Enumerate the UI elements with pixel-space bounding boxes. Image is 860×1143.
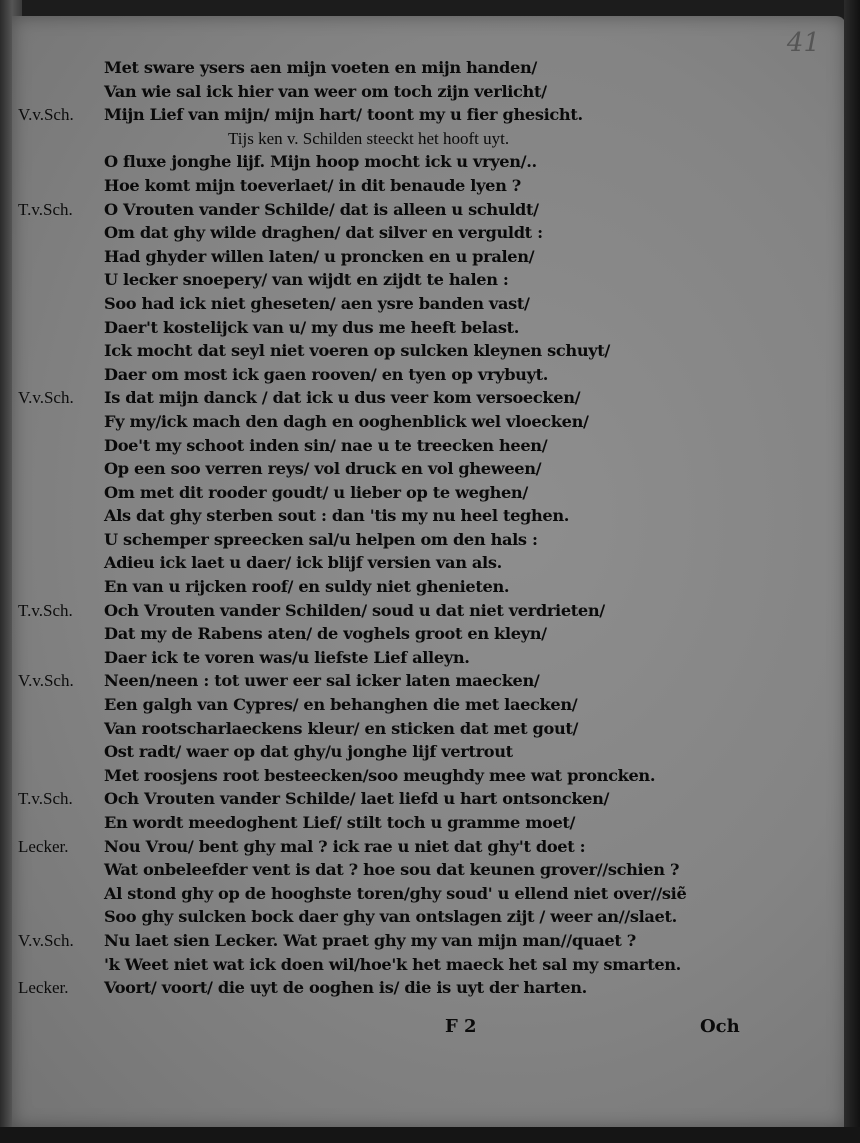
verse-text: O fluxe jonghe lijf. Mijn hoop mocht ick u vryen/..	[104, 152, 537, 172]
verse-text: Och Vrouten vander Schilden/ soud u dat niet verdrieten/	[104, 600, 605, 620]
verse-line	[18, 717, 758, 741]
page-edge	[844, 0, 860, 1143]
bottom-edge	[0, 1127, 860, 1143]
verse-text: Met sware ysers aen mijn voeten en mijn handen/	[104, 58, 537, 77]
verse-text: Dat my de Rabens aten/ de voghels groot en kleyn/	[104, 624, 547, 644]
verse-line	[18, 504, 758, 528]
verse-text: Daer ick te voren was/u liefste Lief alleyn.	[104, 647, 470, 667]
verse-line	[18, 646, 758, 670]
verse-text: 'k Weet niet wat ick doen wil/hoe'k het maeck het sal my smarten.	[104, 954, 681, 974]
verse-line	[18, 198, 758, 222]
verse-line	[18, 339, 758, 363]
speaker-label: T.v.Sch.	[18, 600, 73, 620]
verse-text: Daer't kostelijck van u/ my dus me heeft belast.	[104, 317, 519, 337]
speaker-label: V.v.Sch.	[18, 105, 74, 125]
verse-line	[18, 245, 758, 269]
verse-line	[18, 221, 758, 245]
speaker-label: V.v.Sch.	[18, 388, 74, 408]
verse-text: Voort/ voort/ die uyt de ooghen is/ die is uyt der harten.	[104, 978, 587, 998]
speaker-label: Lecker.	[18, 836, 69, 856]
verse-line	[18, 953, 758, 977]
verse-text: Als dat ghy sterben sout : dan 'tis my nu heel teghen.	[104, 506, 570, 526]
verse-line	[18, 103, 758, 127]
verse-line	[18, 174, 758, 198]
verse-text: Een galgh van Cypres/ en behanghen die met laecken/	[104, 695, 578, 715]
verse-text: Had ghyder willen laten/ u proncken en u pralen/	[104, 246, 535, 266]
verse-text: Om dat ghy wilde draghen/ dat silver en verguldt :	[104, 223, 543, 243]
verse-line	[18, 740, 758, 764]
verse-text: Wat onbeleefder vent is dat ? hoe sou dat keunen grover//schien ?	[104, 860, 680, 880]
verse-text: Om met dit rooder goudt/ u lieber op te weghen/	[104, 482, 528, 502]
speaker-label: T.v.Sch.	[18, 789, 73, 809]
verse-line	[18, 80, 758, 104]
verse-text: Doe't my schoot inden sin/ nae u te treecken heen/	[104, 435, 548, 455]
speaker-label: Lecker.	[18, 978, 69, 998]
verse-text: Van wie sal ick hier van weer om toch zijn verlicht/	[104, 81, 547, 101]
catchword: Och	[700, 1016, 740, 1037]
verse-text: Op een soo verren reys/ vol druck en vol gheween/	[104, 459, 542, 479]
verse-text: Fy my/ick mach den dagh en ooghenblick wel vloecken/	[104, 411, 589, 431]
verse-text: Ick mocht dat seyl niet voeren op sulcken kleynen schuyt/	[104, 341, 610, 361]
verse-text: Adieu ick laet u daer/ ick blijf versien van als.	[104, 553, 502, 573]
verse-line	[18, 764, 758, 788]
verse-text: Nou Vrou/ bent ghy mal ? ick rae u niet dat ghy't doet :	[104, 836, 586, 856]
verse-text: Is dat mijn danck / dat ick u dus veer kom versoecken/	[104, 388, 581, 408]
verse-text: Och Vrouten vander Schilde/ laet liefd u hart ontsoncken/	[104, 789, 610, 809]
signature-mark: F 2	[445, 1016, 477, 1037]
speaker-label: V.v.Sch.	[18, 671, 74, 691]
page-number: 41	[786, 28, 820, 58]
verse-text: O Vrouten vander Schilde/ dat is alleen u schuldt/	[104, 199, 539, 219]
verse-text: Neen/neen : tot uwer eer sal icker laten maecken/	[104, 671, 540, 691]
verse-line	[18, 56, 758, 80]
play-text	[18, 56, 758, 1000]
verse-text: En van u rijcken roof/ en suldy niet ghenieten.	[104, 577, 510, 597]
verse-text: Soo ghy sulcken bock daer ghy van ontslagen zijt / weer an//slaet.	[104, 907, 677, 927]
verse-line	[18, 434, 758, 458]
verse-text: Hoe komt mijn toeverlaet/ in dit benaude lyen ?	[104, 175, 521, 195]
verse-line	[18, 268, 758, 292]
verse-line	[18, 929, 758, 953]
verse-text: Soo had ick niet gheseten/ aen ysre banden vast/	[104, 293, 530, 313]
verse-line	[18, 693, 758, 717]
verse-line	[18, 669, 758, 693]
verse-text: Van rootscharlaeckens kleur/ en sticken dat met gout/	[104, 718, 579, 738]
verse-line	[18, 150, 758, 174]
stage-direction	[18, 127, 758, 151]
verse-line	[18, 811, 758, 835]
verse-text: En wordt meedoghent Lief/ stilt toch u gramme moet/	[104, 813, 576, 832]
verse-text: Nu laet sien Lecker. Wat praet ghy my van mijn man//quaet ?	[104, 930, 636, 950]
verse-line	[18, 976, 758, 1000]
speaker-label: T.v.Sch.	[18, 199, 73, 219]
verse-line	[18, 575, 758, 599]
verse-line	[18, 858, 758, 882]
verse-line	[18, 481, 758, 505]
verse-text: Ost radt/ waer op dat ghy/u jonghe lijf vertrout	[104, 742, 513, 762]
verse-text: Daer om most ick gaen rooven/ en tyen op vrybuyt.	[104, 364, 549, 384]
verse-line	[18, 410, 758, 434]
verse-text: U schemper spreecken sal/u helpen om den hals :	[104, 529, 538, 549]
facing-page-fragment	[0, 60, 12, 480]
verse-line	[18, 905, 758, 929]
verse-line	[18, 787, 758, 811]
verse-line	[18, 316, 758, 340]
verse-text: Met roosjens root besteecken/soo meughdy mee wat proncken.	[104, 765, 656, 785]
verse-text: Al stond ghy op de hooghste toren/ghy soud' u ellend niet over//siẽ	[104, 883, 687, 903]
speaker-label: V.v.Sch.	[18, 930, 74, 950]
verse-line	[18, 882, 758, 906]
verse-line	[18, 528, 758, 552]
verse-line	[18, 551, 758, 575]
verse-line	[18, 457, 758, 481]
verse-line	[18, 599, 758, 623]
verse-text: Mijn Lief van mijn/ mijn hart/ toont my u fier ghesicht.	[104, 105, 583, 125]
verse-line	[18, 622, 758, 646]
verse-line	[18, 835, 758, 859]
verse-text: U lecker snoepery/ van wijdt en zijdt te halen :	[104, 270, 509, 290]
verse-line	[18, 363, 758, 387]
stage-direction-text: Tijs ken v. Schilden steeckt het hooft uyt.	[228, 128, 510, 148]
verse-line	[18, 386, 758, 410]
verse-line	[18, 292, 758, 316]
